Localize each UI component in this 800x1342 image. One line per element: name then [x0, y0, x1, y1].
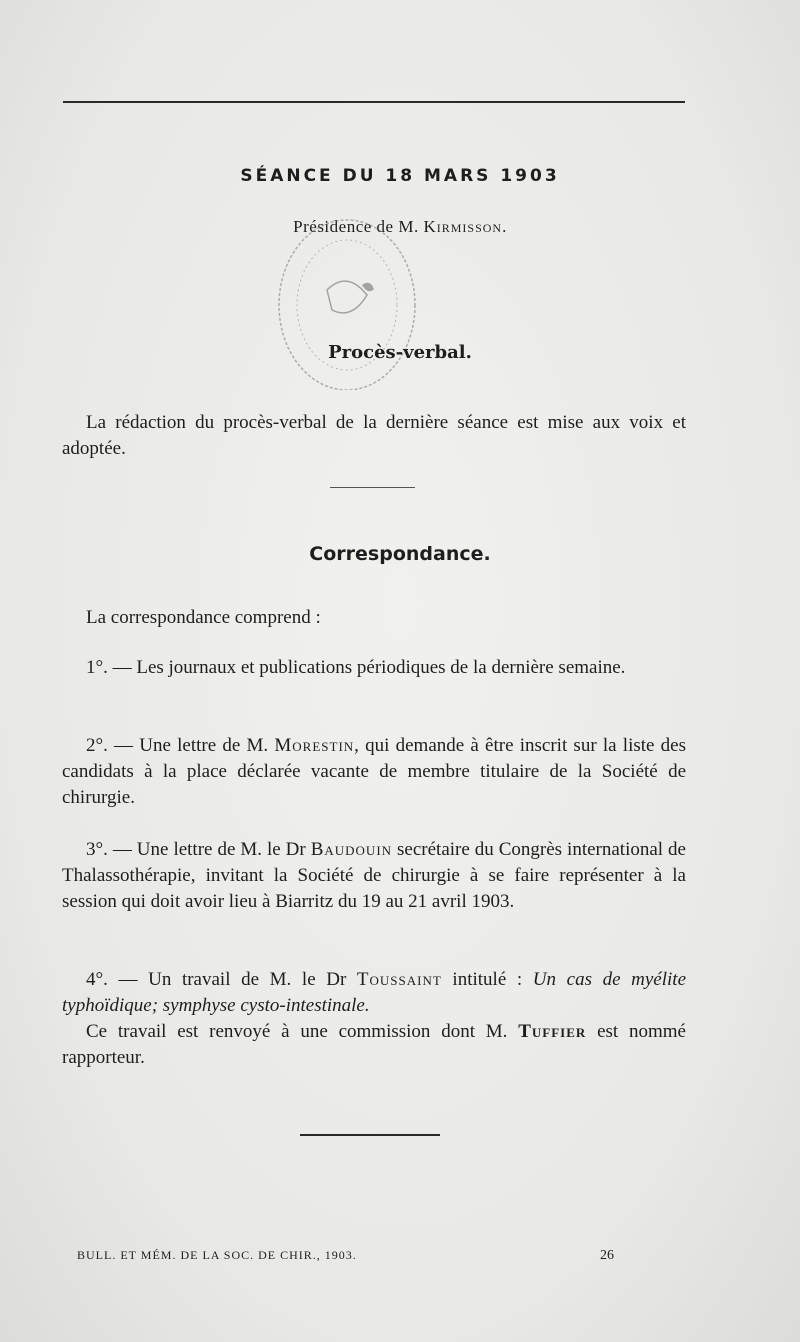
president-name: Kirmisson: [423, 217, 503, 236]
section-divider: [330, 487, 415, 488]
item-3-text: secrétaire du Congrès international de Thalassothérapie, invitant la Société de chirurgie à se faire représenter à la session qui doit avoir lieu à Biarritz du 19 au 21 avril 1903.: [62, 839, 686, 912]
rapporteur-name: Tuffier: [518, 1021, 587, 1042]
correspondance-intro: La correspondance comprend :: [86, 607, 321, 628]
seance-heading: SÉANCE DU 18 MARS 1903: [240, 166, 560, 186]
item-3: [62, 837, 686, 915]
correspondance-heading: Correspondance.: [309, 543, 491, 565]
presidence-prefix: Présidence de M.: [293, 217, 424, 236]
item-2-name: Morestin: [274, 735, 355, 756]
item-2: [62, 733, 686, 811]
item-2-text: , qui demande à être inscrit sur la liste des candidats à la place déclarée vacante de membre titulaire de la Société de chirurgie.: [62, 735, 686, 808]
item-4-prefix: 4°. — Un travail de M. le Dr: [86, 969, 357, 990]
item-4: [62, 967, 686, 1019]
item-4-commission-text: est nommé rapporteur.: [62, 1021, 686, 1068]
item-4-commission-prefix: Ce travail est renvoyé à une commission dont M.: [86, 1021, 519, 1042]
item-4-title: Un cas de myélite typhoïdique; symphyse cysto-intestinale.: [62, 969, 687, 1016]
bottom-rule: [300, 1134, 440, 1136]
footer-journal: BULL. ET MÉM. DE LA SOC. DE CHIR., 1903.: [77, 1248, 357, 1262]
proces-verbal-text: La rédaction du procès-verbal de la dernière séance est mise aux voix et adoptée.: [62, 412, 686, 459]
item-4-mid: intitulé :: [441, 969, 533, 990]
item-1: 1°. — Les journaux et publications périodiques de la dernière semaine.: [86, 657, 626, 678]
item-3-prefix: 3°. — Une lettre de M. le Dr: [86, 839, 311, 860]
item-4-commission: [62, 1019, 686, 1071]
item-3-name: Baudouin: [310, 839, 393, 860]
library-stamp: [272, 210, 422, 390]
page-number: 26: [600, 1248, 614, 1263]
proces-verbal-heading: Procès-verbal.: [328, 342, 472, 363]
presidence-suffix: .: [502, 217, 507, 236]
item-4-name: Toussaint: [356, 969, 442, 990]
top-rule: [63, 101, 685, 103]
item-2-prefix: 2°. — Une lettre de M.: [86, 735, 275, 756]
